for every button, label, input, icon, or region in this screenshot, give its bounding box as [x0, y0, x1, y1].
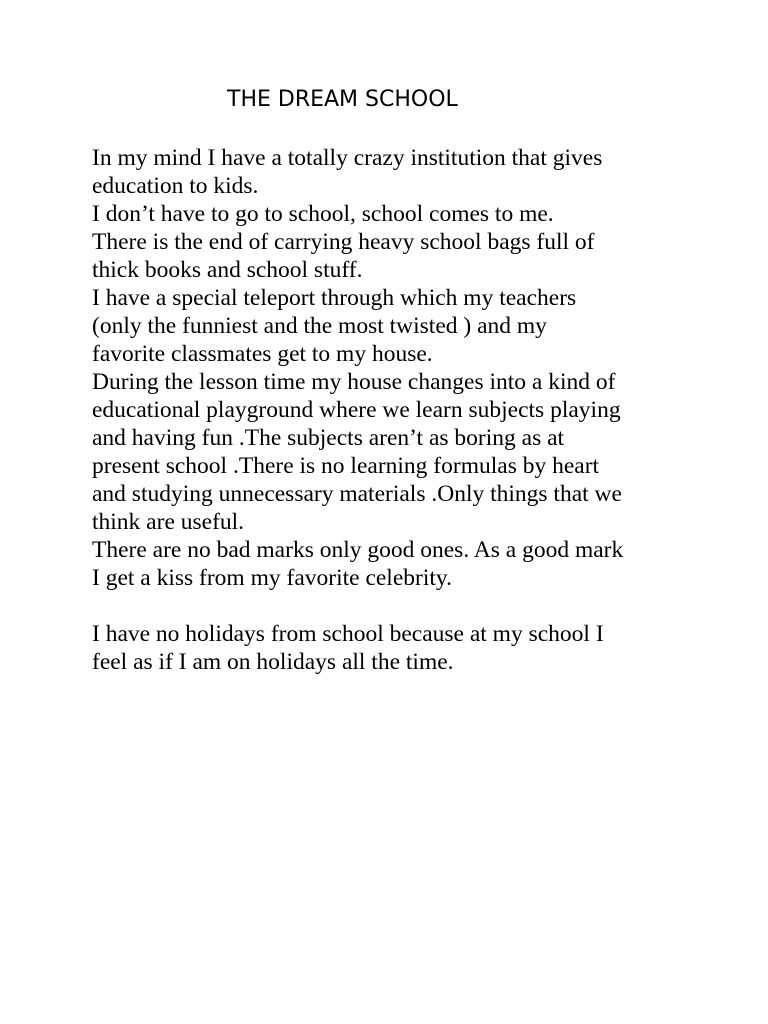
text-line: There are no bad marks only good ones. As a good mark	[92, 537, 624, 563]
text-line: education to kids.	[92, 173, 259, 199]
text-line: In my mind I have a totally crazy institution that gives	[92, 145, 603, 171]
text-line: educational playground where we learn subjects playing	[92, 397, 621, 423]
text-line: feel as if I am on holidays all the time.	[92, 649, 454, 675]
text-line: think are useful.	[92, 509, 245, 535]
text-line: I have a special teleport through which my teachers	[92, 285, 577, 311]
blank-line	[92, 592, 692, 620]
text-line: present school .There is no learning formulas by heart	[92, 453, 600, 479]
text-line: thick books and school stuff.	[92, 257, 363, 283]
text-line: During the lesson time my house changes into a kind of	[92, 369, 616, 395]
text-line: and studying unnecessary materials .Only things that we	[92, 481, 622, 507]
document-body	[92, 144, 692, 676]
text-line: favorite classmates get to my house.	[92, 341, 433, 367]
text-line: I get a kiss from my favorite celebrity.	[92, 565, 452, 591]
text-line: I don’t have to go to school, school comes to me.	[92, 201, 554, 227]
text-line: There is the end of carrying heavy school bags full of	[92, 229, 595, 255]
document-title: THE DREAM SCHOOL	[227, 87, 458, 112]
text-line: I have no holidays from school because at my school I	[92, 621, 604, 647]
text-line: (only the funniest and the most twisted ) and my	[92, 313, 547, 339]
text-line: and having fun .The subjects aren’t as boring as at	[92, 425, 565, 451]
